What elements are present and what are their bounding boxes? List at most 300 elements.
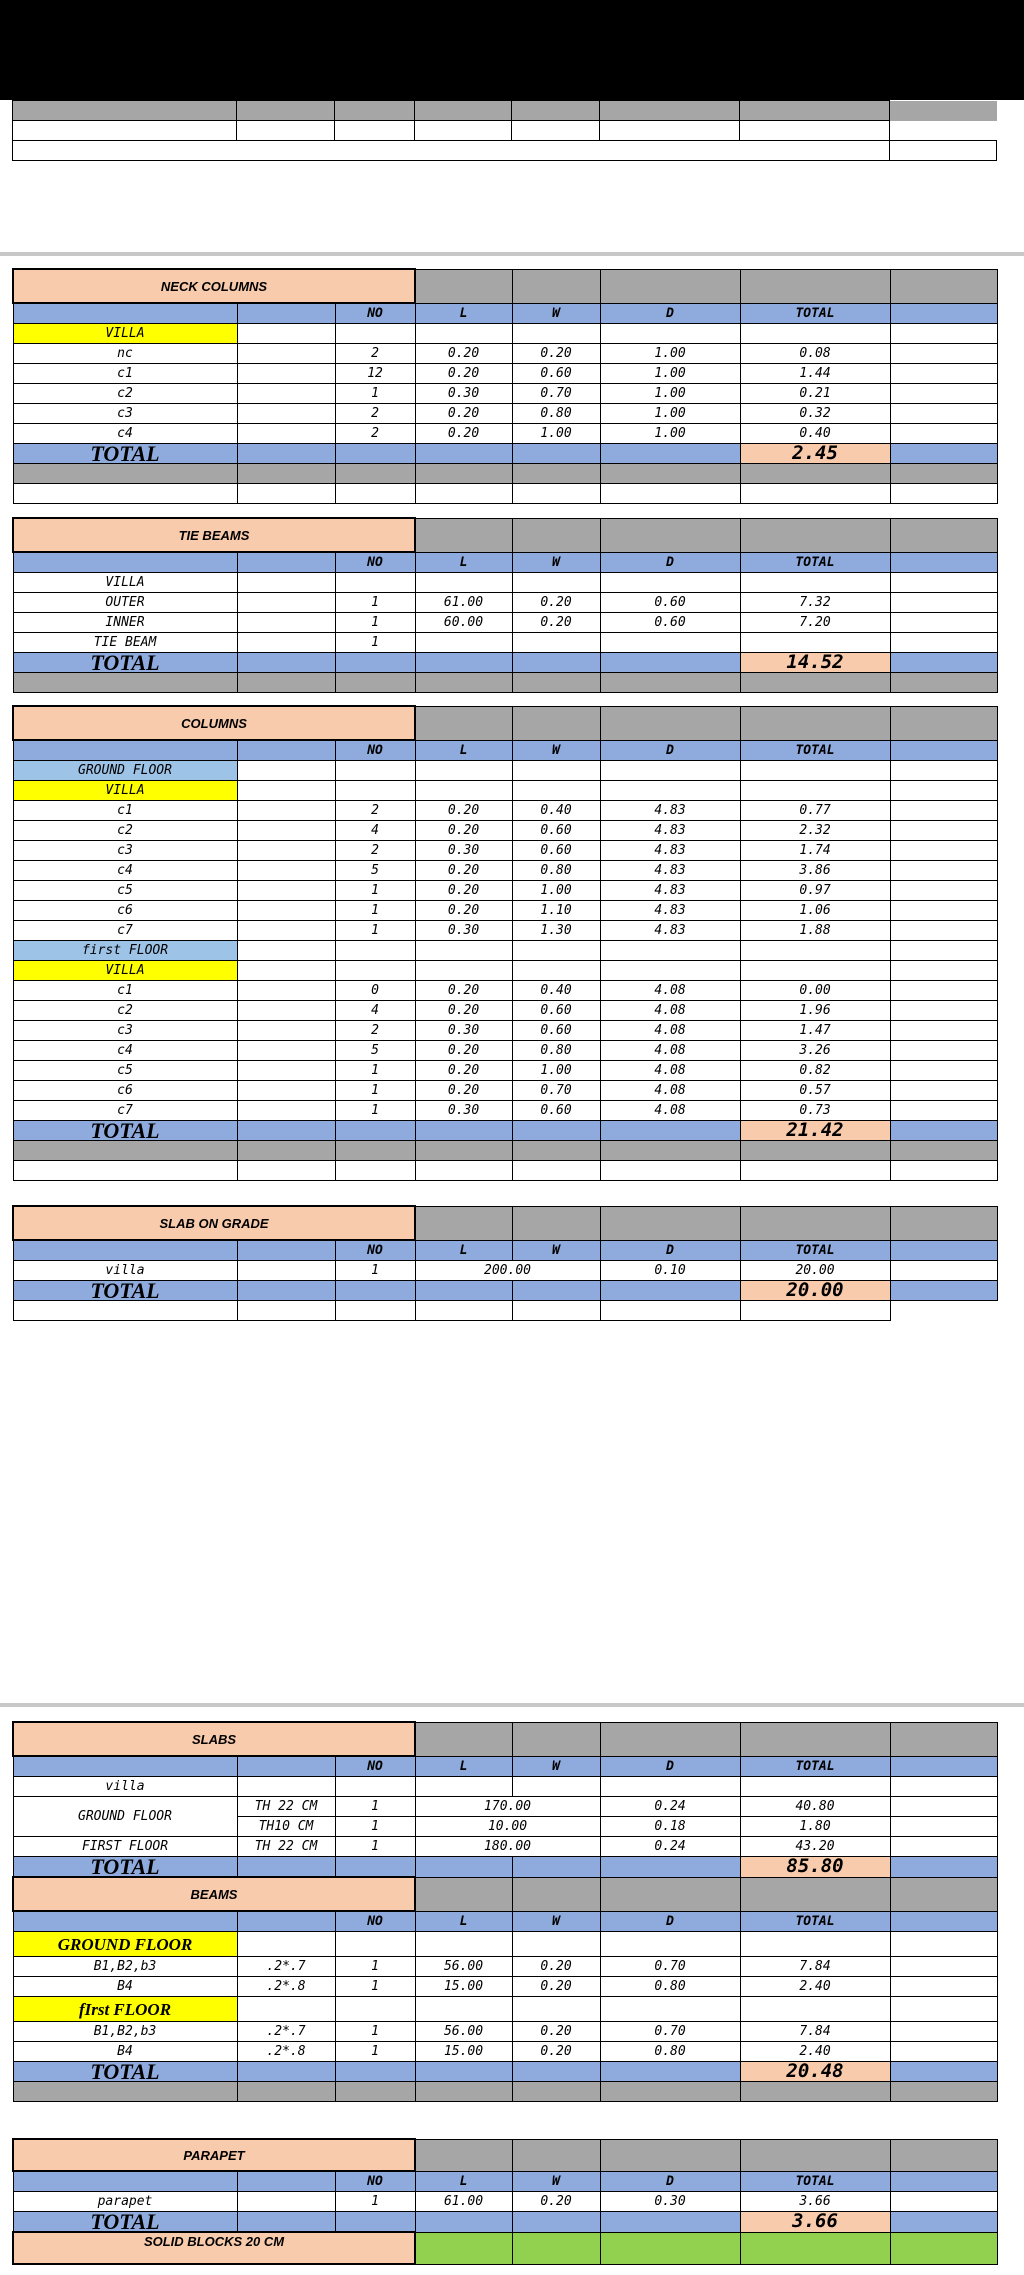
table-cell: c2 <box>13 384 237 404</box>
empty-cell <box>335 1141 415 1161</box>
table-cell: 4.83 <box>600 861 740 881</box>
slab-on-grade-section <box>12 1205 998 1321</box>
slabs-title: SLABS <box>13 1722 415 1756</box>
table-cell: 1.44 <box>740 364 890 384</box>
empty-cell <box>237 424 335 444</box>
empty-cell <box>740 324 890 344</box>
table-cell: 1.00 <box>600 424 740 444</box>
empty-cell <box>600 573 740 593</box>
table-cell: NO <box>335 1240 415 1261</box>
parapet-section <box>12 2138 998 2265</box>
table-cell: 0.60 <box>600 613 740 633</box>
table-cell: 0.60 <box>512 364 600 384</box>
empty-cell <box>237 981 335 1001</box>
empty-cell <box>237 861 335 881</box>
empty-cell <box>415 269 512 303</box>
empty-cell <box>890 2082 997 2102</box>
empty-cell <box>237 404 335 424</box>
total-row <box>13 1281 997 1301</box>
table-cell: 2 <box>335 801 415 821</box>
empty-cell <box>600 1932 740 1957</box>
empty-cell <box>415 101 512 121</box>
empty-cell <box>740 269 890 303</box>
empty-cell <box>335 1777 415 1797</box>
table-cell: 180.00 <box>415 1837 600 1857</box>
table-cell: 0.60 <box>600 593 740 613</box>
empty-cell <box>512 653 600 673</box>
table-cell: W <box>512 2171 600 2192</box>
empty-cell <box>512 101 600 121</box>
empty-cell <box>415 1121 512 1141</box>
empty-cell <box>415 1301 512 1321</box>
empty-cell <box>890 921 997 941</box>
empty-cell <box>237 633 335 653</box>
empty-cell <box>600 101 740 121</box>
group-label: VILLA <box>13 324 237 344</box>
table-cell: 4 <box>335 821 415 841</box>
table-row <box>13 2139 997 2171</box>
total-value: 20.48 <box>740 2062 890 2082</box>
table-cell: 0 <box>335 981 415 1001</box>
table-cell: 61.00 <box>415 593 512 613</box>
empty-cell <box>237 384 335 404</box>
empty-cell <box>890 981 997 1001</box>
empty-cell <box>890 1857 997 1878</box>
empty-cell <box>512 2082 600 2102</box>
table-cell: 0.40 <box>512 981 600 1001</box>
table-cell: D <box>600 1240 740 1261</box>
table-cell: L <box>415 1911 512 1932</box>
empty-cell <box>237 1081 335 1101</box>
empty-cell <box>890 384 997 404</box>
empty-cell <box>890 1722 997 1756</box>
table-row <box>13 941 997 961</box>
empty-cell <box>415 121 512 141</box>
table-cell: INNER <box>13 613 237 633</box>
table-row <box>13 1932 997 1957</box>
table-cell: 0.08 <box>740 344 890 364</box>
table-cell: 3.26 <box>740 1041 890 1061</box>
empty-cell <box>335 1857 415 1878</box>
empty-cell <box>740 633 890 653</box>
table-cell: 1 <box>335 1797 415 1817</box>
empty-cell <box>237 593 335 613</box>
empty-cell <box>600 324 740 344</box>
table-cell: 1 <box>335 1081 415 1101</box>
table-cell: 1.06 <box>740 901 890 921</box>
table-cell: GROUND FLOOR <box>13 1797 237 1837</box>
table-cell: 1.96 <box>740 1001 890 1021</box>
table-cell: L <box>415 740 512 761</box>
table-cell: 1.00 <box>600 344 740 364</box>
table-row <box>13 1141 997 1161</box>
empty-cell <box>740 941 890 961</box>
table-row <box>13 2022 997 2042</box>
table-row <box>13 303 997 324</box>
first-floor-label: fIrst FLOOR <box>13 1997 237 2022</box>
empty-cell <box>415 2212 512 2233</box>
table-cell: 4.08 <box>600 981 740 1001</box>
table-row <box>13 1877 997 1911</box>
empty-cell <box>237 1161 335 1181</box>
table-cell: 7.84 <box>740 2022 890 2042</box>
table-cell: 0.80 <box>600 1977 740 1997</box>
table-cell: 0.70 <box>600 1957 740 1977</box>
table-cell: TOTAL <box>13 653 237 673</box>
empty-cell <box>890 1281 997 1301</box>
empty-cell <box>600 1777 740 1797</box>
table-cell: 1.30 <box>512 921 600 941</box>
empty-cell <box>600 1301 740 1321</box>
table-cell: NO <box>335 740 415 761</box>
empty-cell <box>237 1001 335 1021</box>
table-cell: 1 <box>335 384 415 404</box>
table-row <box>13 1977 997 1997</box>
empty-cell <box>890 1121 997 1141</box>
empty-cell <box>740 573 890 593</box>
empty-cell <box>335 464 415 484</box>
empty-cell <box>890 1061 997 1081</box>
empty-cell <box>13 740 237 761</box>
empty-cell <box>335 324 415 344</box>
table-cell: 1 <box>335 881 415 901</box>
empty-cell <box>600 2232 740 2264</box>
empty-cell <box>890 1141 997 1161</box>
table-row <box>13 761 997 781</box>
table-row <box>13 101 997 121</box>
empty-cell <box>237 941 335 961</box>
empty-cell <box>237 2212 335 2233</box>
empty-cell <box>415 653 512 673</box>
empty-cell <box>600 706 740 740</box>
total-row <box>13 2062 997 2082</box>
empty-cell <box>415 673 512 693</box>
table-cell: 0.70 <box>600 2022 740 2042</box>
empty-cell <box>890 2171 997 2192</box>
empty-cell <box>335 121 415 141</box>
empty-cell <box>740 1997 890 2022</box>
table-row <box>13 464 997 484</box>
empty-cell <box>740 1161 890 1181</box>
empty-cell <box>890 961 997 981</box>
table-cell: 0.60 <box>512 1001 600 1021</box>
table-cell: c4 <box>13 1041 237 1061</box>
parapet-title: PARAPET <box>13 2139 415 2171</box>
empty-cell <box>600 464 740 484</box>
empty-cell <box>890 1756 997 1777</box>
empty-cell <box>890 1240 997 1261</box>
table-cell: 1 <box>335 901 415 921</box>
table-row <box>13 1997 997 2022</box>
empty-cell <box>415 2082 512 2102</box>
table-cell: TOTAL <box>13 1281 237 1301</box>
empty-cell <box>740 101 890 121</box>
empty-cell <box>600 518 740 552</box>
table-cell: 1 <box>335 2192 415 2212</box>
empty-cell <box>237 761 335 781</box>
table-cell: 1 <box>335 1101 415 1121</box>
table-cell: 0.20 <box>512 2042 600 2062</box>
table-cell: 60.00 <box>415 613 512 633</box>
empty-cell <box>512 2212 600 2233</box>
empty-cell <box>237 2192 335 2212</box>
table-cell: OUTER <box>13 593 237 613</box>
table-row <box>13 961 997 981</box>
table-row <box>13 344 997 364</box>
table-cell: 12 <box>335 364 415 384</box>
table-cell: TOTAL <box>13 2212 237 2233</box>
table-cell: 0.20 <box>415 1081 512 1101</box>
empty-cell <box>237 484 335 504</box>
table-cell: TIE BEAM <box>13 633 237 653</box>
table-cell: .2*.7 <box>237 2022 335 2042</box>
empty-cell <box>890 1081 997 1101</box>
total-row <box>13 2212 997 2233</box>
empty-cell <box>237 1261 335 1281</box>
empty-cell <box>237 1777 335 1797</box>
empty-cell <box>740 1932 890 1957</box>
table-cell: 15.00 <box>415 2042 512 2062</box>
table-cell: c1 <box>13 364 237 384</box>
empty-cell <box>890 101 997 121</box>
tie-beams-section <box>12 517 998 693</box>
table-cell: B1,B2,b3 <box>13 2022 237 2042</box>
table-row <box>13 801 997 821</box>
empty-cell <box>740 1141 890 1161</box>
table-cell: 2 <box>335 424 415 444</box>
empty-cell <box>335 1121 415 1141</box>
empty-cell <box>237 921 335 941</box>
table-cell: NO <box>335 2171 415 2192</box>
table-cell: 1 <box>335 633 415 653</box>
empty-cell <box>890 2232 997 2264</box>
empty-cell <box>740 1777 890 1797</box>
table-cell: 0.30 <box>415 841 512 861</box>
quantity-table <box>12 517 998 693</box>
table-cell: c4 <box>13 861 237 881</box>
empty-cell <box>600 1121 740 1141</box>
table-cell: B1,B2,b3 <box>13 1957 237 1977</box>
table-cell: 0.20 <box>415 1041 512 1061</box>
empty-cell <box>512 1857 600 1878</box>
table-cell: L <box>415 1756 512 1777</box>
table-row <box>13 981 997 1001</box>
table-row <box>13 2192 997 2212</box>
empty-cell <box>600 1722 740 1756</box>
table-cell: 4.83 <box>600 841 740 861</box>
empty-cell <box>237 841 335 861</box>
table-cell: 0.60 <box>512 821 600 841</box>
empty-cell <box>600 653 740 673</box>
empty-cell <box>890 801 997 821</box>
table-cell: 1.00 <box>512 1061 600 1081</box>
total-row <box>13 1121 997 1141</box>
empty-cell <box>600 269 740 303</box>
empty-cell <box>890 2212 997 2233</box>
empty-cell <box>237 101 335 121</box>
table-row <box>13 141 997 161</box>
empty-cell <box>415 761 512 781</box>
empty-cell <box>890 1206 997 1240</box>
table-cell: 0.70 <box>512 384 600 404</box>
table-cell: 5 <box>335 861 415 881</box>
empty-cell <box>512 444 600 464</box>
empty-cell <box>600 2139 740 2171</box>
total-row <box>13 444 997 464</box>
table-cell: 0.20 <box>415 881 512 901</box>
empty-cell <box>13 673 237 693</box>
empty-cell <box>890 673 997 693</box>
table-cell: c3 <box>13 1021 237 1041</box>
empty-cell <box>890 1911 997 1932</box>
table-row <box>13 484 997 504</box>
table-cell: 2.40 <box>740 2042 890 2062</box>
empty-cell <box>335 2062 415 2082</box>
table-cell: 56.00 <box>415 1957 512 1977</box>
table-cell: villa <box>13 1261 237 1281</box>
empty-cell <box>890 881 997 901</box>
total-row <box>13 1857 997 1878</box>
table-cell: 200.00 <box>415 1261 600 1281</box>
empty-cell <box>512 961 600 981</box>
villa-label: VILLA <box>13 781 237 801</box>
columns-title: COLUMNS <box>13 706 415 740</box>
table-row <box>13 269 997 303</box>
empty-cell <box>13 1240 237 1261</box>
empty-cell <box>890 2192 997 2212</box>
empty-cell <box>740 464 890 484</box>
table-cell: 1.00 <box>600 404 740 424</box>
empty-cell <box>415 2062 512 2082</box>
empty-cell <box>512 1877 600 1911</box>
empty-cell <box>600 1161 740 1181</box>
table-cell: FIRST FLOOR <box>13 1837 237 1857</box>
table-cell: 2.32 <box>740 821 890 841</box>
empty-cell <box>890 1957 997 1977</box>
neck-columns-section <box>12 268 998 504</box>
empty-cell <box>13 1911 237 1932</box>
empty-cell <box>13 552 237 573</box>
empty-cell <box>740 518 890 552</box>
table-cell: 2.40 <box>740 1977 890 1997</box>
empty-cell <box>600 1206 740 1240</box>
table-cell: 0.20 <box>415 344 512 364</box>
table-row <box>13 1301 997 1321</box>
empty-cell <box>890 706 997 740</box>
table-row <box>13 1041 997 1061</box>
empty-cell <box>600 761 740 781</box>
table-cell: 0.20 <box>512 2022 600 2042</box>
empty-cell <box>740 781 890 801</box>
empty-cell <box>415 1877 512 1911</box>
empty-cell <box>600 2212 740 2233</box>
table-cell: c6 <box>13 901 237 921</box>
empty-cell <box>335 1997 415 2022</box>
table-cell: 4.83 <box>600 921 740 941</box>
table-cell: 10.00 <box>415 1817 600 1837</box>
empty-cell <box>237 1301 335 1321</box>
table-cell: parapet <box>13 2192 237 2212</box>
table-cell: 170.00 <box>415 1797 600 1817</box>
ground-floor-label: GROUND FLOOR <box>13 761 237 781</box>
table-cell: 0.20 <box>415 861 512 881</box>
table-row <box>13 1722 997 1756</box>
table-cell: 7.84 <box>740 1957 890 1977</box>
empty-cell <box>237 1101 335 1121</box>
table-cell: 2 <box>335 841 415 861</box>
table-cell: 2 <box>335 344 415 364</box>
top-black-band <box>0 0 1024 100</box>
empty-cell <box>600 961 740 981</box>
empty-cell <box>237 2082 335 2102</box>
empty-cell <box>740 2139 890 2171</box>
table-cell: B4 <box>13 1977 237 1997</box>
empty-cell <box>890 1877 997 1911</box>
empty-cell <box>237 1857 335 1878</box>
empty-cell <box>415 1281 512 1301</box>
table-cell: 0.18 <box>600 1817 740 1837</box>
empty-cell <box>890 121 997 141</box>
empty-cell <box>890 740 997 761</box>
table-cell: 0.00 <box>740 981 890 1001</box>
empty-cell <box>890 2139 997 2171</box>
table-cell: 4.08 <box>600 1081 740 1101</box>
empty-cell <box>890 1932 997 1957</box>
empty-cell <box>237 303 335 324</box>
slab-on-grade-title: SLAB ON GRADE <box>13 1206 415 1240</box>
empty-cell <box>890 1997 997 2022</box>
table-cell: c5 <box>13 881 237 901</box>
table-cell: TOTAL <box>13 2062 237 2082</box>
table-row <box>13 404 997 424</box>
empty-cell <box>600 1857 740 1878</box>
table-row <box>13 573 997 593</box>
empty-cell <box>335 101 415 121</box>
empty-cell <box>512 1121 600 1141</box>
empty-cell <box>890 364 997 384</box>
empty-cell <box>415 464 512 484</box>
empty-cell <box>512 1932 600 1957</box>
empty-cell <box>13 464 237 484</box>
empty-cell <box>740 1206 890 1240</box>
table-cell: c2 <box>13 1001 237 1021</box>
table-cell: c1 <box>13 801 237 821</box>
empty-cell <box>890 2062 997 2082</box>
empty-cell <box>335 941 415 961</box>
table-cell: TOTAL <box>740 552 890 573</box>
table-cell: 4.83 <box>600 801 740 821</box>
table-cell: 0.20 <box>415 364 512 384</box>
empty-cell <box>890 518 997 552</box>
table-row <box>13 613 997 633</box>
table-cell: 4.08 <box>600 1041 740 1061</box>
total-value: 2.45 <box>740 444 890 464</box>
empty-cell <box>335 761 415 781</box>
empty-cell <box>237 613 335 633</box>
empty-cell <box>415 941 512 961</box>
empty-cell <box>512 706 600 740</box>
table-cell: 0.10 <box>600 1261 740 1281</box>
table-row <box>13 1081 997 1101</box>
table-cell: 0.20 <box>512 593 600 613</box>
total-value: 21.42 <box>740 1121 890 1141</box>
table-cell: 1.88 <box>740 921 890 941</box>
table-cell: TOTAL <box>740 1756 890 1777</box>
empty-cell <box>335 1932 415 1957</box>
table-cell: c3 <box>13 841 237 861</box>
empty-cell <box>237 881 335 901</box>
table-row <box>13 1101 997 1121</box>
